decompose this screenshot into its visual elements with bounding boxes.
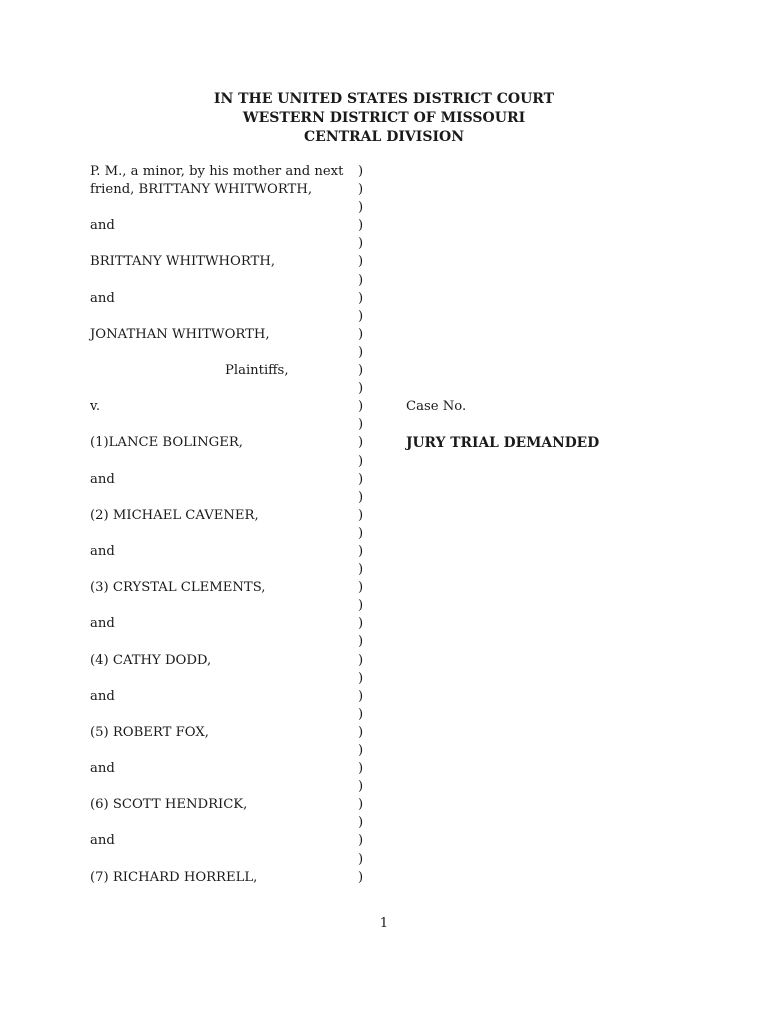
- caption-paren: ): [358, 724, 364, 740]
- caption-paren: ): [358, 507, 364, 523]
- caption-paren: ): [358, 761, 364, 777]
- plaintiff-3: JONATHAN WHITWORTH,: [90, 326, 270, 342]
- blank-line: [90, 416, 380, 434]
- caption-paren: ): [358, 399, 364, 415]
- blank-line: [90, 706, 380, 724]
- caption-paren: ): [358, 381, 364, 397]
- caption-paren: ): [358, 200, 364, 216]
- page-number: 1: [379, 916, 389, 931]
- caption-paren: ): [358, 344, 364, 360]
- caption-paren: ): [358, 797, 364, 813]
- blank-line: [90, 344, 380, 362]
- blank-line: [90, 778, 380, 796]
- caption-paren: ): [358, 616, 364, 632]
- blank-line: [90, 199, 380, 217]
- court-name: IN THE UNITED STATES DISTRICT COURT: [213, 91, 555, 107]
- blank-line: [90, 670, 380, 688]
- caption-paren: ): [358, 869, 364, 885]
- defendant-6: (6) SCOTT HENDRICK,: [90, 797, 248, 813]
- caption-paren: ): [358, 435, 364, 451]
- caption-paren: ): [358, 562, 364, 578]
- blank-line: [90, 561, 380, 579]
- and-connector: and: [90, 471, 115, 487]
- caption-paren: ): [358, 326, 364, 342]
- division-name: CENTRAL DIVISION: [304, 129, 464, 145]
- caption-paren: ): [358, 580, 364, 596]
- caption-paren: ): [358, 236, 364, 252]
- caption-paren: ): [358, 272, 364, 288]
- and-connector: and: [90, 543, 115, 559]
- defendant-1: (1)LANCE BOLINGER,: [90, 435, 243, 451]
- defendant-2: (2) MICHAEL CAVENER,: [90, 507, 259, 523]
- caption-paren: ): [358, 851, 364, 867]
- caption-paren: ): [358, 471, 364, 487]
- defendant-4: (4) CATHY DODD,: [90, 652, 212, 668]
- caption-paren: ): [358, 525, 364, 541]
- blank-line: [90, 851, 380, 869]
- and-connector: and: [90, 688, 115, 704]
- versus: v.: [90, 399, 101, 415]
- blank-line: [90, 272, 380, 290]
- jury-trial-demand: JURY TRIAL DEMANDED: [406, 435, 600, 451]
- defendant-3: (3) CRYSTAL CLEMENTS,: [90, 580, 266, 596]
- blank-line: [90, 814, 380, 832]
- blank-line: [90, 742, 380, 760]
- case-caption: [90, 163, 380, 887]
- caption-paren: ): [358, 417, 364, 433]
- blank-line: [90, 380, 380, 398]
- and-connector: and: [90, 290, 115, 306]
- and-connector: and: [90, 761, 115, 777]
- plaintiffs-label: Plaintiffs,: [225, 363, 289, 379]
- defendant-7: (7) RICHARD HORRELL,: [90, 869, 258, 885]
- caption-bracket-column: [358, 163, 370, 887]
- caption-paren: ): [358, 670, 364, 686]
- caption-paren: ): [358, 652, 364, 668]
- caption-paren: ): [358, 218, 364, 234]
- and-connector: and: [90, 833, 115, 849]
- blank-line: [90, 597, 380, 615]
- caption-paren: ): [358, 363, 364, 379]
- plaintiff-2: BRITTANY WHITWHORTH,: [90, 254, 276, 270]
- plaintiff-1-line-1: P. M., a minor, by his mother and next: [90, 164, 344, 179]
- caption-paren: ): [358, 706, 364, 722]
- and-connector: and: [90, 218, 115, 234]
- court-header: [0, 90, 768, 147]
- caption-paren: ): [358, 254, 364, 270]
- blank-line: [90, 453, 380, 471]
- caption-paren: ): [358, 779, 364, 795]
- plaintiff-1-line-2: friend, BRITTANY WHITWORTH,: [90, 182, 313, 198]
- caption-paren: ): [358, 598, 364, 614]
- defendant-5: (5) ROBERT FOX,: [90, 724, 209, 740]
- blank-line: [90, 633, 380, 651]
- caption-paren: ): [358, 453, 364, 469]
- caption-paren: ): [358, 634, 364, 650]
- caption-paren: ): [358, 688, 364, 704]
- caption-paren: ): [358, 743, 364, 758]
- caption-paren: ): [358, 543, 364, 559]
- case-number-label: Case No.: [406, 399, 467, 414]
- blank-line: [90, 525, 380, 543]
- district-name: WESTERN DISTRICT OF MISSOURI: [242, 110, 526, 126]
- caption-paren: ): [358, 164, 364, 179]
- and-connector: and: [90, 616, 115, 632]
- caption-paren: ): [358, 182, 364, 198]
- blank-line: [90, 308, 380, 326]
- blank-line: [90, 235, 380, 253]
- caption-paren: ): [358, 489, 364, 505]
- caption-paren: ): [358, 833, 364, 849]
- caption-paren: ): [358, 290, 364, 306]
- blank-line: [90, 489, 380, 507]
- caption-paren: ): [358, 308, 364, 324]
- caption-paren: ): [358, 815, 364, 831]
